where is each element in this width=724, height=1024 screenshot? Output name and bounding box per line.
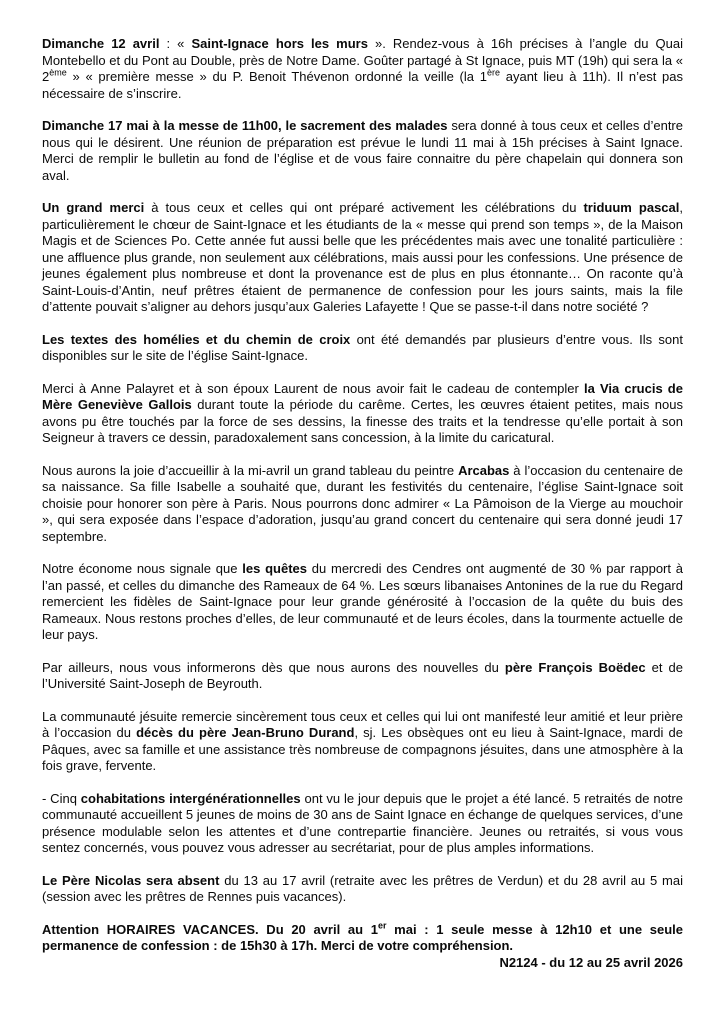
text-run: - Cinq xyxy=(42,790,81,806)
text-run: ayant lieu à 11h). Il n’est pas nécessaire de s’inscrire. xyxy=(42,69,684,101)
text-run-bold: Les textes des homélies et du chemin de croix xyxy=(42,331,351,347)
paragraph-boedec xyxy=(42,660,683,693)
text-run-bold: er xyxy=(377,920,387,931)
text-run-bold: Dimanche 17 mai à la messe de 11h00, le sacrement des malades xyxy=(42,118,448,133)
paragraph-quetes xyxy=(42,561,683,644)
text-run: Notre économe nous signale que xyxy=(42,561,243,576)
text-run: Par ailleurs, nous vous informerons dès que nous aurons des nouvelles du xyxy=(42,659,505,675)
text-run: ère xyxy=(486,67,500,78)
text-run: ont vu le jour depuis que le projet a été lancé. 5 retraités de notre communauté accueillent 5 jeunes de moins de 30 ans de Saint Ignace en échange de quelques services, d’une présence modulable selon les attentes et d’une contrepartie financière. Jeunes ou retraités, si vous vous sentez concernés, vous pouvez vous adresser au secrétariat, pour de plus amples informations. xyxy=(42,790,683,855)
text-run: du mercredi des Cendres ont augmenté de 30 % par rapport à l’an passé, et celles du dimanche des Rameaux de 64 %. Les sœurs libanaises Antonines de la rue du Regard remercient les fidèles de Saint-Ignace pour leur grande générosité à l’occasion de la quête du buis des Rameaux. Nous restons proches d’elles, de leur communauté et de leurs écoles, dans la tourmente actuelle de leur pays. xyxy=(42,561,683,642)
paragraph-horaires-vacances xyxy=(42,922,683,955)
text-run-bold: Arcabas xyxy=(458,462,510,478)
text-run: Nous aurons la joie d’accueillir à la mi-avril un grand tableau du peintre xyxy=(42,462,459,478)
text-run: : « xyxy=(159,36,192,51)
text-run-bold: père François Boëdec xyxy=(504,659,646,675)
text-run: Merci à Anne Palayret et à son époux Laurent de nous avoir fait le cadeau de contempler xyxy=(42,380,584,396)
text-run-bold: cohabitations intergénérationnelles xyxy=(80,790,301,806)
text-run-bold: Attention HORAIRES VACANCES. Du 20 avril au 1 xyxy=(42,921,378,937)
paragraph-textes-homelies xyxy=(42,332,683,365)
text-run: à l’occasion du centenaire de sa naissance. Sa fille Isabelle a souhaité que, durant les festivités du centenaire, l’église Saint-Ignace soit choisie pour honorer son père à Paris. Nous pourrons donc admirer « La Pâmoison de la Vierge au mouchoir », qui sera exposée dans l’espace d’adoration, jusqu’au grand concert du centenaire qui sera donné jeudi 17 septembre. xyxy=(42,462,683,544)
paragraph-sacrement-malades xyxy=(42,118,683,184)
text-run: durant toute la période du carême. Certes, les œuvres étaient petites, mais nous avons pu être touchés par la force de ses dessins, la finesse des traits et la tendresse qu’elle portait à son Seigneur à travers ce dessin, paradoxalement sans concession, à la limite du caricatural. xyxy=(42,397,683,445)
text-run: ont été demandés par plusieurs d’entre vous. Ils sont disponibles sur le site de l’église Saint-Ignace. xyxy=(42,331,683,363)
text-run-bold: Dimanche 12 avril xyxy=(42,36,160,51)
text-run-bold: mai : 1 seule messe à 12h10 et une seule permanence de confession : de 15h30 à 17h. Merci de votre compréhension. xyxy=(42,921,683,953)
text-run-bold: triduum pascal xyxy=(583,200,680,215)
paragraph-via-crucis xyxy=(42,381,683,447)
paragraph-sortie-12-avril xyxy=(42,36,683,102)
paragraph-arcabas xyxy=(42,463,683,546)
text-run-bold: Saint-Ignace hors les murs xyxy=(191,36,368,51)
text-run-bold: les quêtes xyxy=(242,561,307,576)
text-run: ème xyxy=(49,67,67,78)
paragraph-pere-nicolas-absent xyxy=(42,873,683,906)
text-run: » « première messe » du P. Benoit Thévenon ordonné la veille (la 1 xyxy=(66,69,487,84)
text-run: ». Rendez-vous à 16h précises à l’angle du Quai Montebello et du Pont au Double, près de Notre Dame. Goûter partagé à St Ignace, puis MT (19h) qui sera la « 2 xyxy=(42,36,683,84)
document-body xyxy=(42,36,683,955)
text-run: et de l’Université Saint-Joseph de Beyrouth. xyxy=(42,659,683,691)
text-run-bold: la Via crucis de Mère Geneviève Gallois xyxy=(42,380,683,412)
paragraph-deces-durand xyxy=(42,709,683,775)
text-run-bold: décès du père Jean-Bruno Durand xyxy=(136,725,355,740)
text-run: sera donné à tous ceux et celles d’entre nous qui le désirent. Une réunion de préparation est prévue le lundi 11 mai à 15h précises à Saint Ignace. Merci de remplir le bulletin au fond de l’église et de vous faire connaitre du père chapelain qui donnera son aval. xyxy=(42,118,683,183)
text-run: à tous ceux et celles qui ont préparé activement les célébrations du xyxy=(144,200,584,215)
text-run-bold: Un grand merci xyxy=(42,200,145,215)
paragraph-cohabitations xyxy=(42,791,683,857)
paragraph-grand-merci-triduum xyxy=(42,200,683,316)
text-run: , sj. Les obsèques ont eu lieu à Saint-Ignace, mardi de Pâques, avec sa famille et une assistance très nombreuse de compagnons jésuites, dans une atmosphère à la fois grave, fervente. xyxy=(42,725,683,773)
text-run: du 13 au 17 avril (retraite avec les prêtres de Verdun) et du 28 avril au 5 mai (session avec les prêtres de Rennes puis vacances). xyxy=(42,872,683,904)
bulletin-number-footer: N2124 - du 12 au 25 avril 2026 xyxy=(499,954,683,970)
text-run: La communauté jésuite remercie sincèrement tous ceux et celles qui lui ont manifesté leur amitié et leur prière à l’occasion du xyxy=(42,708,683,740)
text-run-bold: Le Père Nicolas sera absent xyxy=(42,872,220,888)
text-run: , particulièrement le chœur de Saint-Ignace et les étudiants de la « messe qui prend son temps », de la Maison Magis et de Sciences Po. Cette année fut aussi belle que les précédentes mais avec une tonalité particulière : une affluence plus grande, non seulement aux célébrations, mais aussi pour les confessions. Une présence de jeunes également plus nombreuse et dont la provenance est de plus en plus étonnante… On raconte qu’à Saint-Louis-d’Antin, neuf prêtres étaient de permanence de confession pour les jours saints, mais la file d’attente pouvait s’aligner au dehors jusqu’aux Galeries Lafayette ! Que se passe-t-il dans notre société ? xyxy=(42,200,683,314)
